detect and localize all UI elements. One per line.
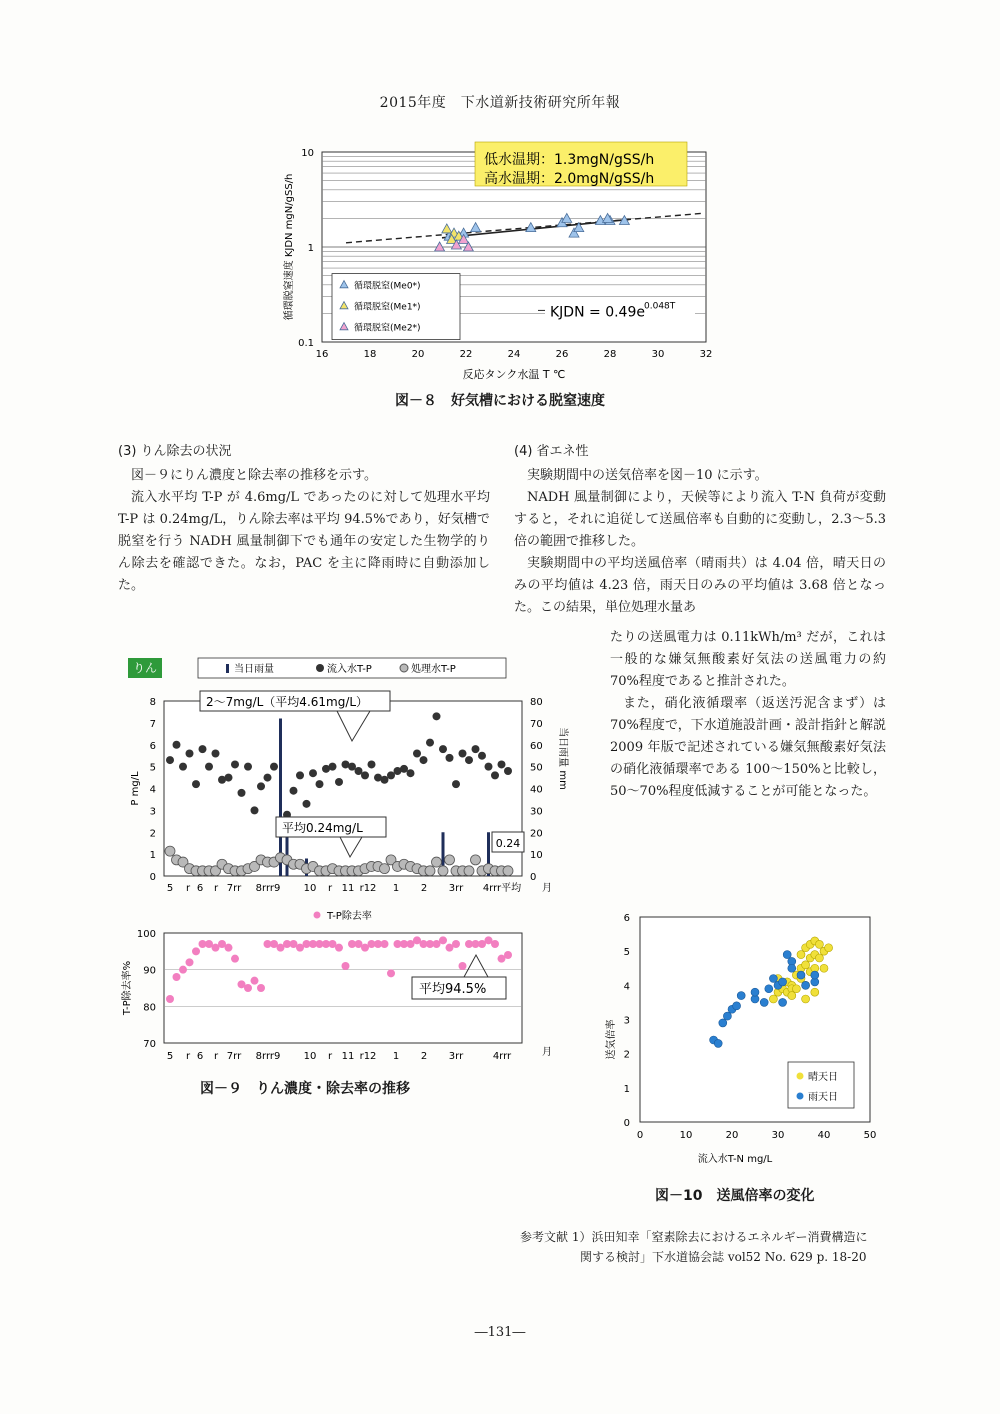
fig9-month-label: r (327, 883, 333, 894)
fig10-x-axis-label: 流入水T-N mg/L (697, 1154, 773, 1165)
fig9-inflow-point (407, 769, 415, 777)
fig10-x-tick: 0 (636, 1130, 644, 1141)
fig10-y-tick: 5 (623, 947, 630, 959)
figure-9-caption: 図－９ りん濃度・除去率の推移 (200, 1081, 410, 1097)
fig9-y-tick-left: 7 (149, 718, 156, 730)
fig9-inflow-point (290, 787, 298, 795)
fig9-annot-out: 平均0.24mg/L (282, 821, 363, 835)
fig10-sunny-point (815, 954, 823, 962)
fig9-inflow-point (478, 752, 486, 760)
fig10-rainy-point (737, 992, 745, 1000)
fig10-rainy-point (769, 975, 777, 983)
fig9-removal-point (166, 995, 174, 1003)
fig10-rainy-point (779, 998, 787, 1006)
fig9-month-label: 3rr (448, 883, 464, 894)
fig9-effluent-point (380, 864, 390, 874)
fig9-legend-rain: 当日雨量 (234, 664, 274, 675)
fig9-y-tick-right: 60 (530, 740, 543, 752)
fig8-x-tick-label: 26 (555, 349, 569, 360)
fig9-removal-point (257, 984, 265, 992)
fig9-month-label: 4rrr平均 (482, 883, 522, 894)
fig9-y-tick-right: 30 (530, 806, 543, 818)
fig10-rainy-point (714, 1039, 722, 1047)
fig8-x-tick-label: 18 (363, 349, 377, 360)
fig9-y-tick-left: 1 (149, 850, 156, 862)
fig8-x-tick-label: 16 (315, 349, 329, 360)
fig9-inflow-point (413, 750, 421, 758)
figure-8-chart (270, 130, 730, 385)
fig10-sunny-point (811, 988, 819, 996)
fig9-y-tick-right: 70 (530, 718, 543, 730)
fig8-y-tick-label: 1 (307, 243, 314, 254)
fig10-x-tick: 30 (771, 1130, 785, 1141)
fig9-month-label: 8rrr9 (255, 883, 281, 894)
fig8-x-tick-label: 32 (699, 349, 713, 360)
fig9-inflow-point (192, 780, 200, 788)
fig9-removal-point (173, 973, 181, 981)
fig9-inflow-point (387, 771, 395, 779)
fig9-removal-point (381, 940, 389, 948)
fig10-rainy-point (751, 988, 759, 996)
fig9-inflow-point (296, 771, 304, 779)
fig10-legend-label: 雨天日 (808, 1092, 838, 1103)
fig10-rainy-point (802, 981, 810, 989)
section-4 (514, 441, 886, 619)
fig9-inflow-point (459, 750, 467, 758)
fig9-sub-month-label: 4rrr (492, 1051, 512, 1062)
fig9-effluent-point (438, 866, 448, 876)
fig10-y-tick: 4 (623, 981, 630, 993)
fig9-y-tick-left: 5 (149, 762, 156, 774)
reference-line-2: 関する検討」下水道協会誌 vol52 No. 629 p. 18-20 (580, 1250, 867, 1264)
fig9-removal-point (179, 966, 187, 974)
fig9-sub-month-label: r (213, 1051, 219, 1062)
fig9-effluent-point (503, 866, 513, 876)
fig9-y-tick-left: 8 (149, 697, 156, 708)
fig9-tag-label: りん (132, 661, 158, 675)
fig9-sub-month-label: 11 (341, 1051, 355, 1062)
fig8-equation: KJDN = 0.49e (550, 304, 645, 321)
fig9-sub-legend-label: T-P除去率 (327, 911, 372, 922)
fig9-y-tick-right: 50 (530, 762, 543, 774)
fig10-y-tick: 3 (623, 1015, 630, 1027)
fig9-legend-effluent-marker (400, 664, 408, 672)
fig9-legend-rain-marker (226, 664, 229, 673)
fig9-inflow-point (465, 756, 473, 764)
fig10-sunny-point (802, 961, 810, 969)
fig9-inflow-point (309, 769, 317, 777)
fig9-sub-month-label: 8rrr9 (255, 1051, 281, 1062)
section-3 (118, 441, 490, 597)
fig9-inflow-point (238, 789, 246, 797)
fig9-sub-month-label: 3rr (448, 1051, 464, 1062)
fig10-x-tick: 20 (725, 1130, 739, 1141)
fig8-x-axis-label: 反応タンク水温 T ℃ (462, 368, 566, 381)
fig9-y-tick-left: 0 (149, 872, 156, 883)
fig9-y-tick-left: 3 (149, 806, 156, 818)
fig9-sub-month-label: 2 (420, 1051, 428, 1062)
fig9-month-label: r12 (359, 883, 377, 894)
fig9-inflow-point (173, 741, 181, 749)
fig9-removal-point (335, 944, 343, 952)
fig9-inflow-point (225, 774, 233, 782)
fig9-month-label: 1 (392, 883, 400, 894)
reference-line-1: 参考文献 1）浜田知幸「窒素除去におけるエネルギー消費構造に (520, 1230, 868, 1244)
fig10-rainy-point (788, 964, 796, 972)
fig9-plot-area (164, 701, 522, 876)
fig9-legend-inflow: 流入水T-P (327, 664, 372, 675)
fig9-inflow-point (186, 750, 194, 758)
fig10-rainy-point (779, 978, 787, 986)
fig9-effluent-point (432, 857, 442, 867)
fig10-rainy-point (733, 1002, 741, 1010)
fig9-removal-point (387, 969, 395, 977)
fig9-inflow-point (504, 767, 512, 775)
fig9-y-tick-right: 40 (530, 784, 543, 796)
fig9-removal-point (244, 984, 252, 992)
fig9-month-label: 10 (303, 883, 317, 894)
fig9-legend-effluent: 処理水T-P (411, 664, 456, 675)
fig9-inflow-point (361, 771, 369, 779)
figure-9-chart (112, 655, 572, 1065)
fig9-y-axis-right-label: 当日雨量 mm (557, 727, 568, 790)
fig9-effluent-point (425, 866, 435, 876)
section-4-para-3b: たりの送風電力は 0.11kWh/m³ だが，これは一般的な嫌気無酸素好気法の送風電力の約 70%程度であると推計された。 (610, 630, 886, 689)
fig9-sub-month-label: r (327, 1051, 333, 1062)
fig9-removal-point (192, 947, 200, 955)
fig9-inflow-point (348, 763, 356, 771)
fig8-legend-label: 循環脱窒(Me1*) (354, 302, 421, 313)
fig9-month-unit: 月 (542, 883, 552, 894)
fig9-removal-point (452, 940, 460, 948)
fig9-inflow-point (446, 754, 454, 762)
fig9-inflow-point (329, 763, 337, 771)
fig8-x-tick-label: 30 (651, 349, 665, 360)
fig10-sunny-point (802, 995, 810, 1003)
fig9-sub-y-tick: 100 (136, 929, 156, 940)
fig8-x-tick-label: 28 (603, 349, 617, 360)
fig9-inflow-point (205, 763, 213, 771)
fig9-sub-month-label: r12 (359, 1051, 377, 1062)
fig10-x-tick: 50 (863, 1130, 877, 1141)
fig9-sub-y-tick: 90 (143, 965, 156, 977)
fig9-inflow-point (270, 763, 278, 771)
fig10-sunny-point (792, 985, 800, 993)
fig9-inflow-point (368, 760, 376, 768)
fig9-y-tick-right: 10 (530, 850, 543, 862)
fig10-rainy-point (783, 951, 791, 959)
fig10-rainy-point (719, 1019, 727, 1027)
fig9-sub-y-tick: 80 (143, 1002, 156, 1014)
fig9-y-tick-left: 2 (149, 828, 156, 840)
fig9-month-label: 5 (166, 883, 174, 894)
fig9-removal-point (459, 962, 467, 970)
fig9-month-label: 11 (341, 883, 355, 894)
fig9-inflow-point (498, 760, 506, 768)
fig9-removal-point (251, 977, 259, 985)
figure-8-caption: 図－８ 好気槽における脱窒速度 (395, 393, 605, 409)
fig8-note-high: 高水温期：2.0mgN/gSS/h (484, 171, 655, 187)
fig9-inflow-point (472, 745, 480, 753)
fig10-y-tick: 0 (623, 1118, 630, 1129)
fig9-inflow-point (212, 750, 220, 758)
fig10-y-axis-label: 送気倍率 (606, 1019, 617, 1060)
fig9-removal-point (491, 940, 499, 948)
fig10-sunny-point (769, 995, 777, 1003)
fig9-removal-point (504, 951, 512, 959)
fig9-month-label: r (213, 883, 219, 894)
fig9-removal-point (342, 962, 350, 970)
fig10-sunny-point (815, 940, 823, 948)
fig10-legend-marker (797, 1073, 804, 1080)
figure-10-chart (598, 905, 888, 1170)
fig10-x-tick: 10 (679, 1130, 693, 1141)
fig9-effluent-point (445, 855, 455, 865)
fig9-sub-y-axis-label: T-P除去率% (122, 960, 133, 1016)
fig8-legend-label: 循環脱窒(Me2*) (354, 323, 421, 334)
running-header: 2015年度 下水道新技術研究所年報 (379, 95, 621, 111)
fig10-legend-marker (797, 1093, 804, 1100)
fig9-inflow-point (303, 800, 311, 808)
fig10-rainy-point (760, 998, 768, 1006)
fig10-sunny-point (825, 944, 833, 952)
fig9-effluent-point (165, 846, 175, 856)
fig9-inflow-point (335, 778, 343, 786)
fig9-legend-inflow-marker (316, 664, 324, 672)
fig9-y-tick-right: 20 (530, 828, 543, 840)
fig9-inflow-point (316, 780, 324, 788)
fig10-y-tick: 1 (623, 1083, 630, 1095)
fig9-sub-month-label: 1 (392, 1051, 400, 1062)
section-3-para-2: 流入水平均 T-P が 4.6mg/L であったのに対して処理水平均 T-P は 0.24mg/L，りん除去率は平均 94.5%であり，好気槽で脱窒を行う NADH 風量制御下でも通年の安定した生物学的りん除去を確認できた。なお，PAC を主に降雨時に自動添加した。 (118, 490, 490, 593)
section-3-heading: (3) りん除去の状況 (118, 444, 232, 459)
fig9-sub-month-label: r (185, 1051, 191, 1062)
fig10-x-tick: 40 (817, 1130, 831, 1141)
fig9-month-label: 6 (196, 883, 204, 894)
fig8-y-axis-label: 循環脱窒速度 KJDN mgN/gSS/h (284, 173, 295, 321)
fig9-month-label: 2 (420, 883, 428, 894)
page-number: ―131― (474, 1325, 526, 1340)
fig9-sub-month-unit: 月 (542, 1047, 552, 1058)
fig9-sub-month-label: 6 (196, 1051, 204, 1062)
fig8-note-low: 低水温期：1.3mgN/gSS/h (484, 152, 655, 168)
figure-10-caption: 図－10 送風倍率の変化 (655, 1188, 815, 1204)
fig8-legend-label: 循環脱窒(Me0*) (354, 281, 421, 292)
fig9-sub-y-tick: 70 (143, 1039, 156, 1050)
fig8-y-tick-label: 0.1 (298, 338, 314, 349)
fig10-y-tick: 6 (623, 913, 630, 924)
fig9-removal-point (439, 936, 447, 944)
section-4-heading: (4) 省エネ性 (514, 444, 589, 459)
fig9-inflow-point (381, 776, 389, 784)
fig9-inflow-point (264, 774, 272, 782)
fig9-inflow-point (433, 712, 441, 720)
fig9-inflow-point (244, 763, 252, 771)
fig9-removal-point (231, 955, 239, 963)
fig9-y-axis-left-label: P mg/L (130, 771, 141, 806)
fig9-inflow-point (426, 739, 434, 747)
fig10-rainy-point (811, 971, 819, 979)
fig9-y-tick-left: 4 (149, 784, 156, 796)
fig9-inflow-point (231, 760, 239, 768)
fig9-y-tick-right: 80 (530, 697, 543, 708)
fig9-inflow-point (452, 780, 460, 788)
fig8-x-tick-label: 24 (507, 349, 521, 360)
fig9-inflow-point (355, 767, 363, 775)
fig9-inflow-point (485, 763, 493, 771)
fig9-inflow-point (439, 745, 447, 753)
section-3-para-1: 図－９にりん濃度と除去率の推移を示す。 (131, 468, 377, 483)
section-4-para-2: NADH 風量制御により，天候等により流入 T-N 負荷が変動すると，それに追従して送風倍率も自動的に変動し，2.3～5.3 倍の範囲で推移した。 (514, 490, 886, 549)
fig9-inflow-point (257, 782, 265, 790)
fig9-inflow-point (166, 756, 174, 764)
fig9-y-tick-right: 0 (530, 872, 537, 883)
fig9-removal-point (186, 958, 194, 966)
section-4-para-4: また，硝化液循環率（返送汚泥含まず）は 70%程度で，下水道施設計画・設計指針と解説 2009 年版で記述されている嫌気無酸素好気法の硝化液循環率である 100～150%と比較し，50～70%程度低減することが可能となった。 (610, 696, 886, 799)
fig10-sunny-point (820, 964, 828, 972)
fig10-y-tick: 2 (623, 1049, 630, 1061)
fig8-equation-exponent: 0.048T (644, 301, 676, 312)
fig8-y-tick-label: 10 (301, 148, 314, 159)
fig8-x-tick-label: 22 (459, 349, 473, 360)
fig9-month-label: r (185, 883, 191, 894)
fig10-rainy-point (797, 971, 805, 979)
fig9-y-tick-left: 6 (149, 740, 156, 752)
fig9-annot-val: 0.24 (495, 837, 521, 850)
fig9-effluent-point (471, 855, 481, 865)
fig9-inflow-point (251, 806, 259, 814)
section-4-para-3a: 実験期間中の平均送風倍率（晴雨共）は 4.04 倍，晴天日のみの平均値は 4.23 倍，雨天日のみの平均値は 3.68 倍となった。この結果，単位処理水量あ (514, 556, 886, 615)
fig9-effluent-point (464, 866, 474, 876)
section-4-cont (610, 627, 886, 803)
fig9-annot-in: 2～7mg/L（平均4.61mg/L） (206, 695, 369, 709)
fig10-rainy-point (765, 985, 773, 993)
fig9-month-label: 7rr (226, 883, 242, 894)
fig9-removal-point (225, 944, 233, 952)
fig9-sub-legend-marker (314, 912, 321, 919)
fig9-sub-month-label: 7rr (226, 1051, 242, 1062)
fig9-sub-annot: 平均94.5% (419, 982, 487, 997)
fig10-legend-label: 晴天日 (808, 1072, 838, 1083)
fig10-rainy-point (723, 1012, 731, 1020)
section-4-para-1: 実験期間中の送気倍率を図－10 に示す。 (527, 468, 768, 483)
fig9-inflow-point (199, 745, 207, 753)
fig8-x-tick-label: 20 (411, 349, 425, 360)
fig9-inflow-point (400, 765, 408, 773)
fig9-inflow-point (491, 771, 499, 779)
fig9-sub-month-label: 10 (303, 1051, 317, 1062)
reference (520, 1227, 900, 1267)
fig9-sub-month-label: 5 (166, 1051, 174, 1062)
fig10-sunny-point (788, 992, 796, 1000)
fig9-inflow-point (420, 756, 428, 764)
fig9-inflow-point (179, 763, 187, 771)
fig10-sunny-point (797, 951, 805, 959)
